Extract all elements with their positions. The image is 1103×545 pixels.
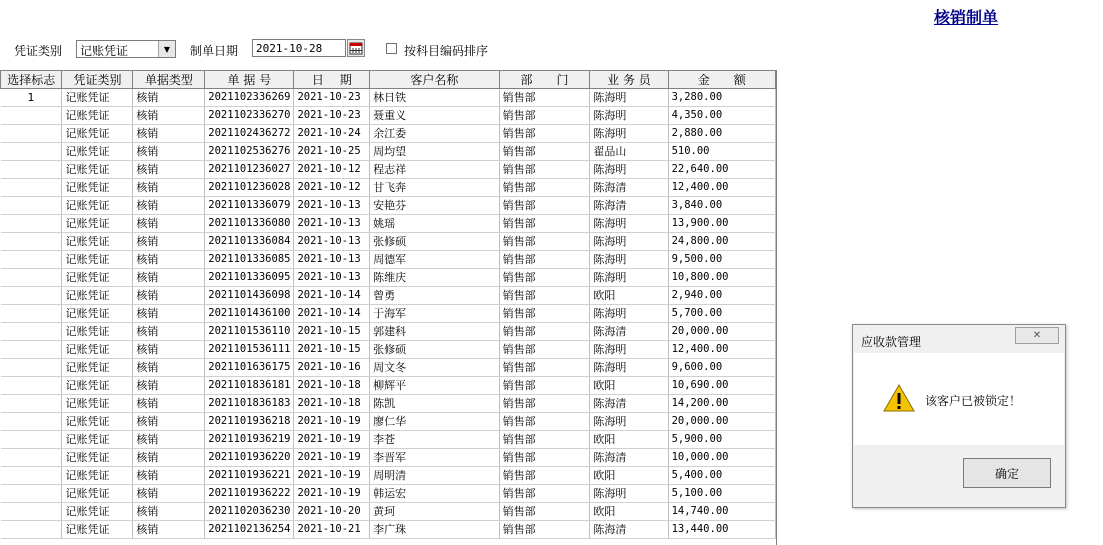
table-row[interactable] [1,107,776,125]
table-cell: 核销 [133,215,205,233]
table-cell: 记账凭证 [62,413,133,431]
table-cell: 2021101436100 [205,305,294,323]
table-cell: 核销 [133,107,205,125]
table-row[interactable] [1,287,776,305]
warning-icon [883,383,915,413]
table-cell: 陈凯 [370,395,499,413]
table-cell: 12,400.00 [668,179,775,197]
table-cell: 2021101936220 [205,449,294,467]
table-row[interactable] [1,449,776,467]
table-cell: 销售部 [499,269,590,287]
table-cell: 销售部 [499,341,590,359]
table-cell: 记账凭证 [62,287,133,305]
table-cell: 2021102536276 [205,143,294,161]
table-cell: 李晋军 [370,449,499,467]
table-cell: 2021-10-24 [294,125,370,143]
table-cell: 9,500.00 [668,251,775,269]
table-cell [1,413,62,431]
table-cell: 2021101936221 [205,467,294,485]
table-cell: 李苍 [370,431,499,449]
sort-by-code-checkbox[interactable] [386,43,397,54]
table-cell: 22,640.00 [668,161,775,179]
table-cell: 510.00 [668,143,775,161]
table-cell [1,305,62,323]
table-cell: 核销 [133,395,205,413]
table-cell: 2021-10-14 [294,287,370,305]
table-cell: 记账凭证 [62,341,133,359]
table-cell: 记账凭证 [62,503,133,521]
table-cell: 林日铁 [370,89,499,107]
table-cell: 2021-10-19 [294,449,370,467]
column-header[interactable]: 日 期 [294,71,370,89]
date-input[interactable]: 2021-10-28 [252,39,346,57]
table-cell: 2021102336270 [205,107,294,125]
table-cell: 2021-10-13 [294,233,370,251]
table-cell: 欧阳 [590,503,668,521]
table-cell: 20,000.00 [668,323,775,341]
table-cell: 陈海明 [590,125,668,143]
table-cell: 销售部 [499,359,590,377]
table-cell: 销售部 [499,431,590,449]
table-cell: 2021-10-18 [294,395,370,413]
table-cell: 2021101636175 [205,359,294,377]
table-cell [1,269,62,287]
table-cell: 陈海清 [590,449,668,467]
table-row[interactable] [1,251,776,269]
table-cell: 销售部 [499,143,590,161]
table-body [1,89,776,539]
table-cell: 陈海明 [590,215,668,233]
table-row[interactable] [1,521,776,539]
table-cell: 核销 [133,449,205,467]
alert-dialog [852,324,1066,508]
table-cell: 廖仁华 [370,413,499,431]
table-row[interactable] [1,179,776,197]
table-cell [1,233,62,251]
table-cell: 核销 [133,197,205,215]
table-cell: 记账凭证 [62,305,133,323]
table-cell: 核销 [133,125,205,143]
table-cell: 张修硕 [370,233,499,251]
table-row[interactable] [1,359,776,377]
table-cell: 记账凭证 [62,431,133,449]
table-cell: 2021101436098 [205,287,294,305]
table-cell: 核销 [133,377,205,395]
table-cell: 核销 [133,233,205,251]
table-cell: 2021101236027 [205,161,294,179]
table-cell [1,107,62,125]
table-cell: 黄珂 [370,503,499,521]
table-cell: 5,100.00 [668,485,775,503]
table-cell: 销售部 [499,449,590,467]
table-cell: 余江委 [370,125,499,143]
table-cell: 记账凭证 [62,107,133,125]
table-row[interactable] [1,161,776,179]
table-row[interactable] [1,305,776,323]
table-cell: 9,600.00 [668,359,775,377]
table-cell: 14,200.00 [668,395,775,413]
voucher-grid [0,70,777,545]
table-cell [1,467,62,485]
table-cell: 2021101536111 [205,341,294,359]
close-icon[interactable]: ✕ [1015,327,1059,344]
table-cell: 2021101936219 [205,431,294,449]
table-cell: 销售部 [499,161,590,179]
table-cell: 2021-10-19 [294,485,370,503]
table-row[interactable] [1,269,776,287]
voucher-type-label: 凭证类别 [14,44,63,58]
table-row[interactable] [1,341,776,359]
table-cell [1,485,62,503]
table-cell [1,521,62,539]
column-header[interactable]: 金 额 [668,71,775,89]
table-cell: 周德军 [370,251,499,269]
table-cell: 程志祥 [370,161,499,179]
calendar-icon[interactable] [347,39,365,57]
table-cell: 记账凭证 [62,467,133,485]
table-row[interactable] [1,143,776,161]
table-cell: 销售部 [499,503,590,521]
table-cell: 2021-10-21 [294,521,370,539]
table-row[interactable] [1,413,776,431]
table-cell: 2021-10-13 [294,197,370,215]
table-cell: 陈海明 [590,107,668,125]
table-cell: 销售部 [499,125,590,143]
table-cell: 销售部 [499,251,590,269]
table-cell: 陈海明 [590,305,668,323]
table-cell: 销售部 [499,377,590,395]
table-cell: 2021102136254 [205,521,294,539]
table-cell: 14,740.00 [668,503,775,521]
table-row[interactable] [1,377,776,395]
table-cell: 核销 [133,359,205,377]
table-cell: 核销 [133,179,205,197]
table-cell: 记账凭证 [62,485,133,503]
table-cell: 13,440.00 [668,521,775,539]
table-cell: 核销 [133,251,205,269]
table-cell: 核销 [133,143,205,161]
table-cell: 欧阳 [590,377,668,395]
table-cell: 陈海明 [590,341,668,359]
table-row[interactable] [1,467,776,485]
table-cell: 2021-10-15 [294,323,370,341]
table-cell: 核销 [133,323,205,341]
table-cell: 核销 [133,161,205,179]
table-cell: 10,800.00 [668,269,775,287]
table-cell: 2021-10-23 [294,89,370,107]
table-cell: 2021102436272 [205,125,294,143]
table-cell: 陈海清 [590,179,668,197]
table-cell: 2021101836183 [205,395,294,413]
dialog-title: 应收款管理 [861,335,922,349]
table-cell: 2021101936218 [205,413,294,431]
table-cell [1,287,62,305]
table-cell: 郭建科 [370,323,499,341]
table-cell: 4,350.00 [668,107,775,125]
table-cell: 3,280.00 [668,89,775,107]
chevron-down-icon[interactable]: ▼ [158,41,175,57]
table-cell: 销售部 [499,107,590,125]
table-cell: 陈维庆 [370,269,499,287]
table-cell: 2021-10-13 [294,269,370,287]
table-cell: 姚瑶 [370,215,499,233]
table-cell: 记账凭证 [62,215,133,233]
table-cell: 陈海清 [590,197,668,215]
table-cell: 周明清 [370,467,499,485]
table-cell: 销售部 [499,467,590,485]
table-cell: 2021-10-18 [294,377,370,395]
sort-by-code-label: 按科目编码排序 [404,44,489,58]
table-cell: 2021-10-20 [294,503,370,521]
table-cell: 销售部 [499,179,590,197]
table-cell: 2021-10-19 [294,467,370,485]
table-row[interactable] [1,431,776,449]
table-cell: 2021-10-23 [294,107,370,125]
table-cell [1,125,62,143]
table-row[interactable] [1,125,776,143]
table-cell [1,503,62,521]
table-cell: 陈海清 [590,395,668,413]
table-cell: 记账凭证 [62,269,133,287]
table-row[interactable] [1,485,776,503]
table-cell: 2021-10-12 [294,179,370,197]
table-cell: 欧阳 [590,467,668,485]
page-title: 核销制单 [934,8,999,27]
table-row[interactable] [1,215,776,233]
table-cell: 销售部 [499,89,590,107]
ok-button[interactable]: 确定 [963,458,1051,488]
table-cell [1,251,62,269]
table-cell: 5,900.00 [668,431,775,449]
column-header[interactable]: 单 据 号 [205,71,294,89]
table-cell: 记账凭证 [62,197,133,215]
table-cell: 2021-10-19 [294,413,370,431]
table-cell: 陈海明 [590,413,668,431]
table-cell: 5,700.00 [668,305,775,323]
table-cell: 周均望 [370,143,499,161]
table-cell: 陈海清 [590,521,668,539]
table-cell: 2021101336084 [205,233,294,251]
table-row[interactable] [1,323,776,341]
table-cell: 2021101336080 [205,215,294,233]
table-cell: 核销 [133,341,205,359]
table-cell: 陈海明 [590,233,668,251]
column-header[interactable]: 单据类型 [133,71,205,89]
toolbar [0,0,1103,68]
voucher-table [0,70,776,539]
table-cell: 核销 [133,89,205,107]
table-cell: 周文冬 [370,359,499,377]
table-cell: 记账凭证 [62,521,133,539]
table-cell: 24,800.00 [668,233,775,251]
table-cell: 安艳芬 [370,197,499,215]
table-cell: 2021101536110 [205,323,294,341]
table-cell: 记账凭证 [62,89,133,107]
table-cell: 陈海清 [590,323,668,341]
table-cell: 销售部 [499,485,590,503]
table-cell [1,197,62,215]
table-cell: 李广珠 [370,521,499,539]
table-cell: 核销 [133,503,205,521]
table-cell: 2021-10-25 [294,143,370,161]
table-cell: 柳辉平 [370,377,499,395]
table-row[interactable] [1,395,776,413]
table-cell: 2,880.00 [668,125,775,143]
table-cell: 记账凭证 [62,359,133,377]
table-row[interactable] [1,503,776,521]
table-cell [1,377,62,395]
table-cell: 记账凭证 [62,233,133,251]
table-cell: 2021-10-15 [294,341,370,359]
table-cell [1,449,62,467]
table-cell: 12,400.00 [668,341,775,359]
table-cell: 核销 [133,521,205,539]
table-cell: 销售部 [499,323,590,341]
voucher-type-select[interactable] [76,40,176,58]
table-cell: 2021-10-16 [294,359,370,377]
table-cell: 甘飞奔 [370,179,499,197]
column-header[interactable]: 客户名称 [370,71,499,89]
table-cell: 陈海明 [590,359,668,377]
dialog-message: 该客户已被锁定！ [925,394,1022,408]
table-cell: 2021101936222 [205,485,294,503]
table-cell: 陈海明 [590,485,668,503]
voucher-type-value: 记账凭证 [80,44,129,58]
date-label: 制单日期 [190,44,239,58]
table-cell: 2,940.00 [668,287,775,305]
table-row[interactable] [1,89,776,107]
table-cell: 10,690.00 [668,377,775,395]
table-row[interactable] [1,233,776,251]
table-cell: 陈海明 [590,89,668,107]
table-cell: 记账凭证 [62,125,133,143]
table-cell: 销售部 [499,215,590,233]
table-cell: 核销 [133,467,205,485]
table-cell: 记账凭证 [62,395,133,413]
table-cell: 2021101836181 [205,377,294,395]
table-row[interactable] [1,197,776,215]
table-cell [1,143,62,161]
table-cell: 2021-10-13 [294,215,370,233]
column-header[interactable]: 业 务 员 [590,71,668,89]
table-cell: 张修硕 [370,341,499,359]
table-cell: 记账凭证 [62,143,133,161]
table-cell [1,359,62,377]
table-cell: 销售部 [499,305,590,323]
table-cell: 3,840.00 [668,197,775,215]
table-cell: 核销 [133,287,205,305]
table-cell: 20,000.00 [668,413,775,431]
column-header[interactable]: 凭证类别 [62,71,133,89]
table-cell [1,395,62,413]
table-cell: 曾勇 [370,287,499,305]
table-cell: 核销 [133,305,205,323]
column-header[interactable]: 选择标志 [1,71,62,89]
table-cell: 韩运宏 [370,485,499,503]
table-header-row [1,71,776,89]
table-cell: 5,400.00 [668,467,775,485]
table-cell: 销售部 [499,287,590,305]
table-cell: 销售部 [499,395,590,413]
table-cell: 核销 [133,485,205,503]
table-cell: 核销 [133,269,205,287]
table-cell: 记账凭证 [62,449,133,467]
table-cell: 欧阳 [590,431,668,449]
table-cell: 销售部 [499,233,590,251]
table-cell: 欧阳 [590,287,668,305]
table-cell: 核销 [133,431,205,449]
table-cell [1,215,62,233]
table-cell: 记账凭证 [62,323,133,341]
table-cell: 10,000.00 [668,449,775,467]
table-cell: 2021-10-19 [294,431,370,449]
table-cell [1,341,62,359]
table-cell: 2021-10-12 [294,161,370,179]
table-cell: 记账凭证 [62,377,133,395]
table-cell: 核销 [133,413,205,431]
table-cell: 2021102336269 [205,89,294,107]
table-cell: 1 [1,89,62,107]
table-cell: 13,900.00 [668,215,775,233]
column-header[interactable]: 部 门 [499,71,590,89]
table-cell: 翟品山 [590,143,668,161]
table-cell [1,323,62,341]
table-cell: 销售部 [499,197,590,215]
table-cell: 2021101236028 [205,179,294,197]
table-cell: 记账凭证 [62,251,133,269]
table-cell: 销售部 [499,521,590,539]
table-cell: 2021101336079 [205,197,294,215]
table-cell: 记账凭证 [62,179,133,197]
table-cell [1,179,62,197]
table-cell [1,161,62,179]
table-cell: 记账凭证 [62,161,133,179]
table-cell: 陈海明 [590,269,668,287]
table-cell: 销售部 [499,413,590,431]
table-cell: 于海军 [370,305,499,323]
table-cell: 2021102036230 [205,503,294,521]
table-cell [1,431,62,449]
table-cell: 2021-10-14 [294,305,370,323]
table-cell: 2021-10-13 [294,251,370,269]
table-cell: 陈海明 [590,251,668,269]
table-cell: 聂重义 [370,107,499,125]
table-cell: 2021101336095 [205,269,294,287]
table-cell: 陈海明 [590,161,668,179]
table-cell: 2021101336085 [205,251,294,269]
